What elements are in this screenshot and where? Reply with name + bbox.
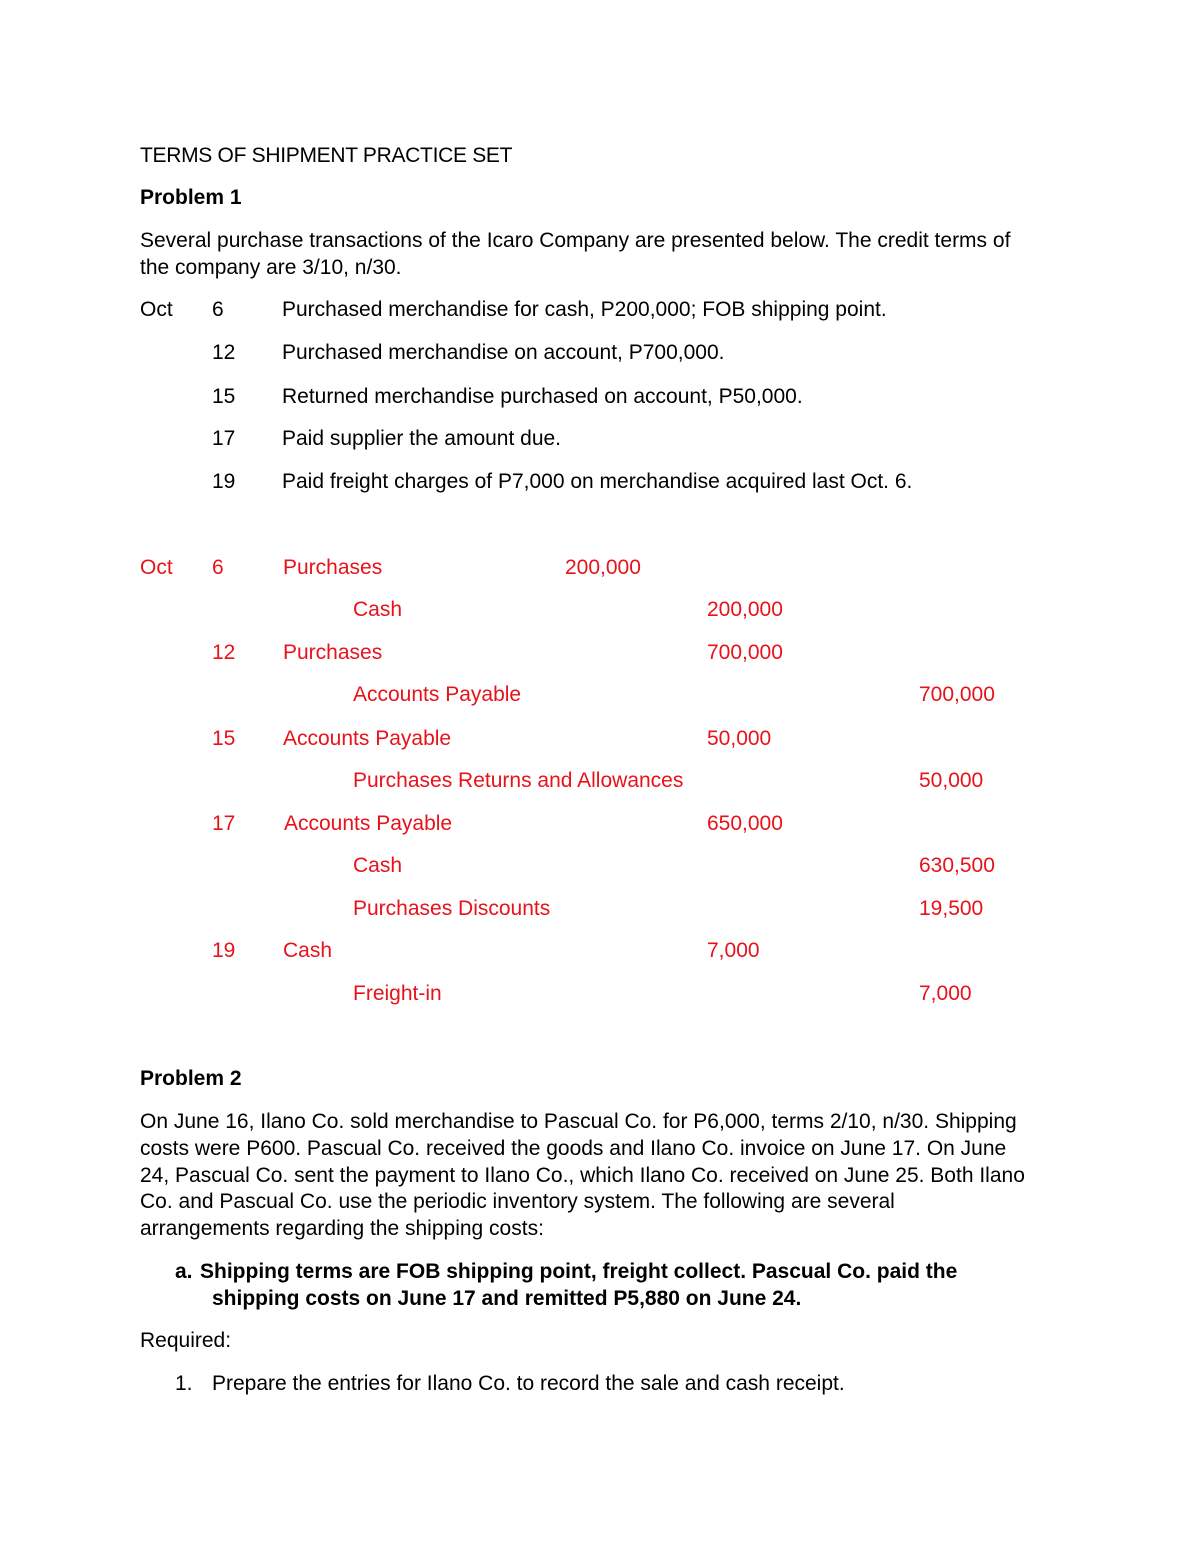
journal-amount: 50,000 [707,727,772,750]
journal-amount: 7,000 [707,939,760,962]
journal-month: Oct [140,556,173,579]
journal-amount: 700,000 [707,641,783,664]
transaction-day: 19 [212,470,236,493]
journal-amount: 650,000 [707,812,783,835]
journal-amount: 700,000 [919,683,995,706]
journal-day: 6 [212,556,224,579]
problem-1-intro-line-2: the company are 3/10, n/30. [140,256,402,279]
required-item-number: 1. [175,1372,193,1395]
journal-account: Accounts Payable [353,683,522,706]
journal-account: Cash [353,598,403,621]
required-item-text: Prepare the entries for Ilano Co. to record the sale and cash receipt. [212,1372,845,1395]
transaction-text: Returned merchandise purchased on account, P50,000. [282,385,803,408]
journal-amount: 200,000 [565,556,641,579]
problem-2-heading: Problem 2 [140,1067,242,1090]
paragraph-line: On June 16, Ilano Co. sold merchandise to Pascual Co. for P6,000, terms 2/10, n/30. Shipping [140,1110,1017,1133]
journal-account: Purchases Discounts [353,897,551,920]
journal-amount: 630,500 [919,854,995,877]
transaction-day: 6 [212,298,224,321]
journal-day: 15 [212,727,236,750]
journal-day: 19 [212,939,236,962]
problem-1-heading: Problem 1 [140,186,242,209]
transaction-text: Paid freight charges of P7,000 on merchandise acquired last Oct. 6. [282,470,913,493]
transaction-text: Paid supplier the amount due. [282,427,562,450]
required-label: Required: [140,1329,232,1352]
journal-account: Freight-in [353,982,442,1005]
journal-amount: 50,000 [919,769,984,792]
transaction-day: 15 [212,385,236,408]
journal-account: Purchases Returns and Allowances [353,769,684,792]
item-a-marker: a. [175,1260,193,1283]
item-a-line-1: Shipping terms are FOB shipping point, freight collect. Pascual Co. paid the [200,1260,958,1283]
journal-account: Cash [353,854,403,877]
journal-account: Accounts Payable [283,727,452,750]
document-title: TERMS OF SHIPMENT PRACTICE SET [140,144,513,167]
journal-account: Purchases [283,641,383,664]
transaction-day: 12 [212,341,236,364]
journal-amount: 200,000 [707,598,783,621]
journal-day: 17 [212,812,236,835]
paragraph-line: arrangements regarding the shipping costs: [140,1217,544,1240]
journal-day: 12 [212,641,236,664]
problem-1-intro-line-1: Several purchase transactions of the Icaro Company are presented below. The credit terms of [140,229,1011,252]
transaction-text: Purchased merchandise on account, P700,000. [282,341,725,364]
paragraph-line: Co. and Pascual Co. use the periodic inventory system. The following are several [140,1190,895,1213]
journal-account: Purchases [283,556,383,579]
paragraph-line: costs were P600. Pascual Co. received the goods and Ilano Co. invoice on June 17. On June [140,1137,1007,1160]
item-a-line-2: shipping costs on June 17 and remitted P5,880 on June 24. [212,1287,802,1310]
transaction-month: Oct [140,298,173,321]
journal-account: Accounts Payable [284,812,453,835]
journal-account: Cash [283,939,333,962]
paragraph-line: 24, Pascual Co. sent the payment to Ilano Co., which Ilano Co. received on June 25. Both Ilano [140,1164,1025,1187]
journal-amount: 19,500 [919,897,984,920]
transaction-text: Purchased merchandise for cash, P200,000; FOB shipping point. [282,298,887,321]
journal-amount: 7,000 [919,982,972,1005]
transaction-day: 17 [212,427,236,450]
